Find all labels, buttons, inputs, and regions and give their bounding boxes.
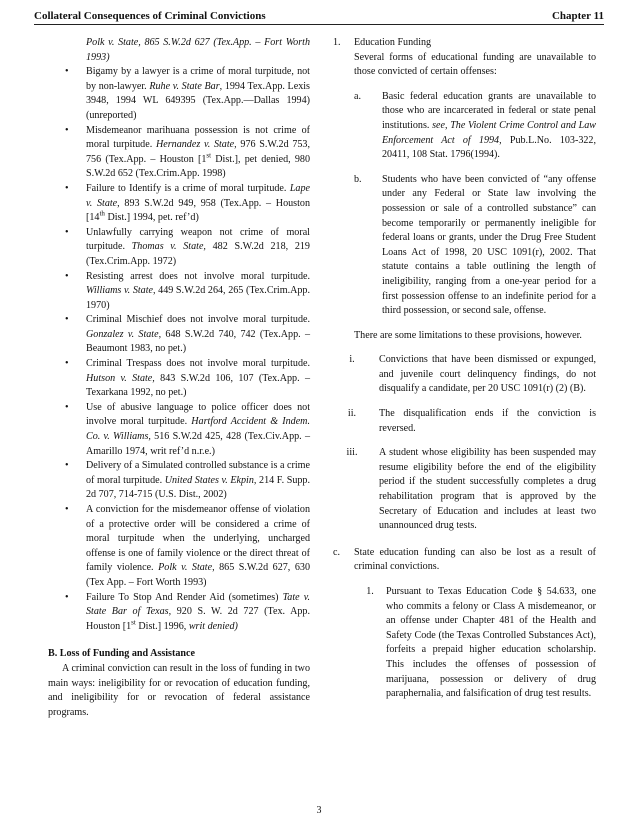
header-title: Collateral Consequences of Criminal Convictions <box>34 10 266 22</box>
case-bullet-item <box>48 357 310 401</box>
case-text: Resisting arrest does not involve moral turpitude. Williams v. State, 449 S.W.2d 264, 265 (Tex.Crim.App. 1970) <box>86 270 311 311</box>
item-intro: Several forms of educational funding are unavailable to those convicted of certain offenses: <box>354 51 596 78</box>
case-text: Criminal Mischief does not involve moral turpitude. Gonzalez v. State, 648 S.W.2d 740, 742 (Tex.App. – Beaumont 1983, no pet.) <box>86 314 311 355</box>
subitem-b <box>354 173 596 319</box>
limitation-item <box>333 407 596 436</box>
bullet-icon: • <box>65 66 69 78</box>
citation-continuation: Polk v. State, 865 S.W.2d 627 (Tex.App. – Fort Worth 1993) <box>86 37 310 63</box>
limitations-paragraph: There are some limitations to these provisions, however. <box>354 329 582 341</box>
case-bullet-item <box>48 182 310 226</box>
limitation-item <box>333 446 596 534</box>
case-text: A conviction for the misdemeanor offense of violation of a protective order will be considered a crime of moral turpitude when the underlying, uncharged offense is one of family violence or the direct threat of family violence. Polk v. State, 865 S.W.2d 627, 630 (Tex App. – Fort Worth 1993) <box>86 504 310 588</box>
case-text: Delivery of a Simulated controlled substance is a crime of moral turpitude. United States v. Ekpin, 214 F. Supp. 2d 707, 714-715 (U.S. Dist., 2002) <box>86 460 310 501</box>
case-bullet-item <box>48 591 310 635</box>
subitem-a <box>354 90 596 163</box>
subitem-c1-label: 1. <box>366 586 374 597</box>
limitation-item <box>333 353 596 397</box>
bullet-icon: • <box>65 226 69 238</box>
subitem-a-text: Basic federal education grants are unavailable to those who are incarcerated in federal or state penal institutions. see, The Violent Crime Control and Law Enforcement Act of 1994, Pub.L.No. 103-322, 20411, 108 Stat. 1796(1994). <box>382 90 596 161</box>
subitem-c-text: State education funding can also be lost as a result of criminal convictions. <box>354 546 596 573</box>
running-header <box>34 10 604 25</box>
subitem-b-label: b. <box>354 173 362 185</box>
limitation-text: Convictions that have been dismissed or expunged, and juvenile court delinquency findings, do not disqualify a candidate, per 20 USC 1091(r) (2) (B). <box>379 354 596 395</box>
limitation-label: i. <box>349 354 355 366</box>
case-text: Criminal Trespass does not involve moral turpitude. Hutson v. State, 843 S.W.2d 106, 107 (Tex.App. – Texarkana 1992, no pet.) <box>86 358 310 399</box>
case-text: Bigamy by a lawyer is a crime of moral turpitude, not by non-lawyer. Ruhe v. State Bar, 1994 Tex.App. Lexis 3948, 1994 WL 649395 (Tex.App.—Dallas 1994) (unreported) <box>86 66 310 121</box>
subitem-c1 <box>333 585 596 702</box>
limitation-text: The disqualification ends if the conviction is reversed. <box>379 408 596 434</box>
case-text: Unlawfully carrying weapon not crime of moral turpitude. Thomas v. State, 482 S.W.2d 218, 219 (Tex.Crim.App. 1972) <box>86 226 310 267</box>
section-b-paragraph: A criminal conviction can result in the loss of funding in two main ways: ineligibility for or revocation of education funding, and ineligibility for or revocation of federal assistance programs. <box>48 662 310 718</box>
bullet-icon: • <box>65 504 69 515</box>
case-text: Failure to Identify is a crime of moral turpitude. Lape v. State, 893 S.W.2d 949, 958 (Tex.App. – Houston [14th Dist.] 1994, pet. ref’d) <box>86 182 311 224</box>
bullet-icon: • <box>65 401 69 413</box>
left-column <box>48 36 310 720</box>
limitation-label: ii. <box>347 408 357 420</box>
case-list <box>48 65 310 634</box>
bullet-icon: • <box>65 460 69 472</box>
subitem-c <box>333 546 596 575</box>
case-bullet-item <box>48 313 310 357</box>
bullet-icon: • <box>65 182 69 194</box>
item-title: Education Funding <box>354 37 432 48</box>
limitation-text: A student whose eligibility has been suspended may resume eligibility before the end of the eligibility period if the student successfully completes a drug rehabilitation program that is approved by the Secretary of Education and includes at least two unannounced drug tests. <box>379 447 596 532</box>
page-number: 3 <box>316 805 322 816</box>
right-column <box>333 36 596 702</box>
case-bullet-item <box>48 401 310 459</box>
case-bullet-item <box>48 226 310 270</box>
case-bullet-item <box>48 459 310 503</box>
case-bullet-item <box>48 270 310 314</box>
subitem-a-label: a. <box>354 90 362 102</box>
subitem-c-label: c. <box>333 546 341 558</box>
case-bullet-item <box>48 503 310 591</box>
limitation-label: iii. <box>346 447 358 459</box>
case-bullet-item <box>48 124 310 182</box>
item-education-funding <box>333 36 596 343</box>
case-text: Use of abusive language to police officer does not involve moral turpitude. Hartford Accident & Indem. Co. v. Williams, 516 S.W.2d 425, 428 (Tex.Civ.App. – Amarillo 1974, writ ref’d n.r.e.) <box>86 401 310 457</box>
case-text: Failure To Stop And Render Aid (sometimes) Tate v. State Bar of Texas, 920 S. W. 2d 727 (Tex. App. Houston [1st Dist.] 1996, writ denied) <box>86 591 311 632</box>
section-b-heading: B. Loss of Funding and Assistance <box>48 648 195 660</box>
bullet-icon: • <box>65 314 69 326</box>
case-bullet-item <box>48 65 310 123</box>
bullet-icon: • <box>65 124 69 136</box>
subitem-c1-text: Pursuant to Texas Education Code § 54.633, one who commits a felony or Class A misdemeanor, or an offense under Chapter 481 of the Health and Safety Code (the Texas Controlled Substances Act), forfeits a prepaid higher education scholarship. This includes the offenses of possession of marijuana, possession or delivery of drug paraphernalia, and falsification of drug test results. <box>386 586 596 700</box>
item-number: 1. <box>333 37 341 48</box>
limitations-list <box>333 353 596 534</box>
bullet-icon: • <box>65 358 69 370</box>
bullet-icon: • <box>65 591 69 603</box>
bullet-icon: • <box>65 270 69 282</box>
case-text: Misdemeanor marihuana possession is not crime of moral turpitude. Hernandez v. State, 976 S.W.2d 753, 756 (Tex.App. – Houston [1st Dist.], pet denied, 980 S.W.2d 652 (Tex.Crim.App. 1998) <box>86 124 310 180</box>
header-chapter: Chapter 11 <box>551 10 604 22</box>
subitem-b-text: Students who have been convicted of “any offense under any Federal or State law involving the possession or sale of a controlled substance” can become temporarily or permanently ineligible for federal loans or grants, under the Drug Free Student Loans Act of 1998, 20 USC 1091(r), 2002. That statute contains a table outlining the length of ineligibility, ranging from a one-year period for a first possession offense to an indefinite period for a third possession, or second sale, offense. <box>382 173 596 317</box>
